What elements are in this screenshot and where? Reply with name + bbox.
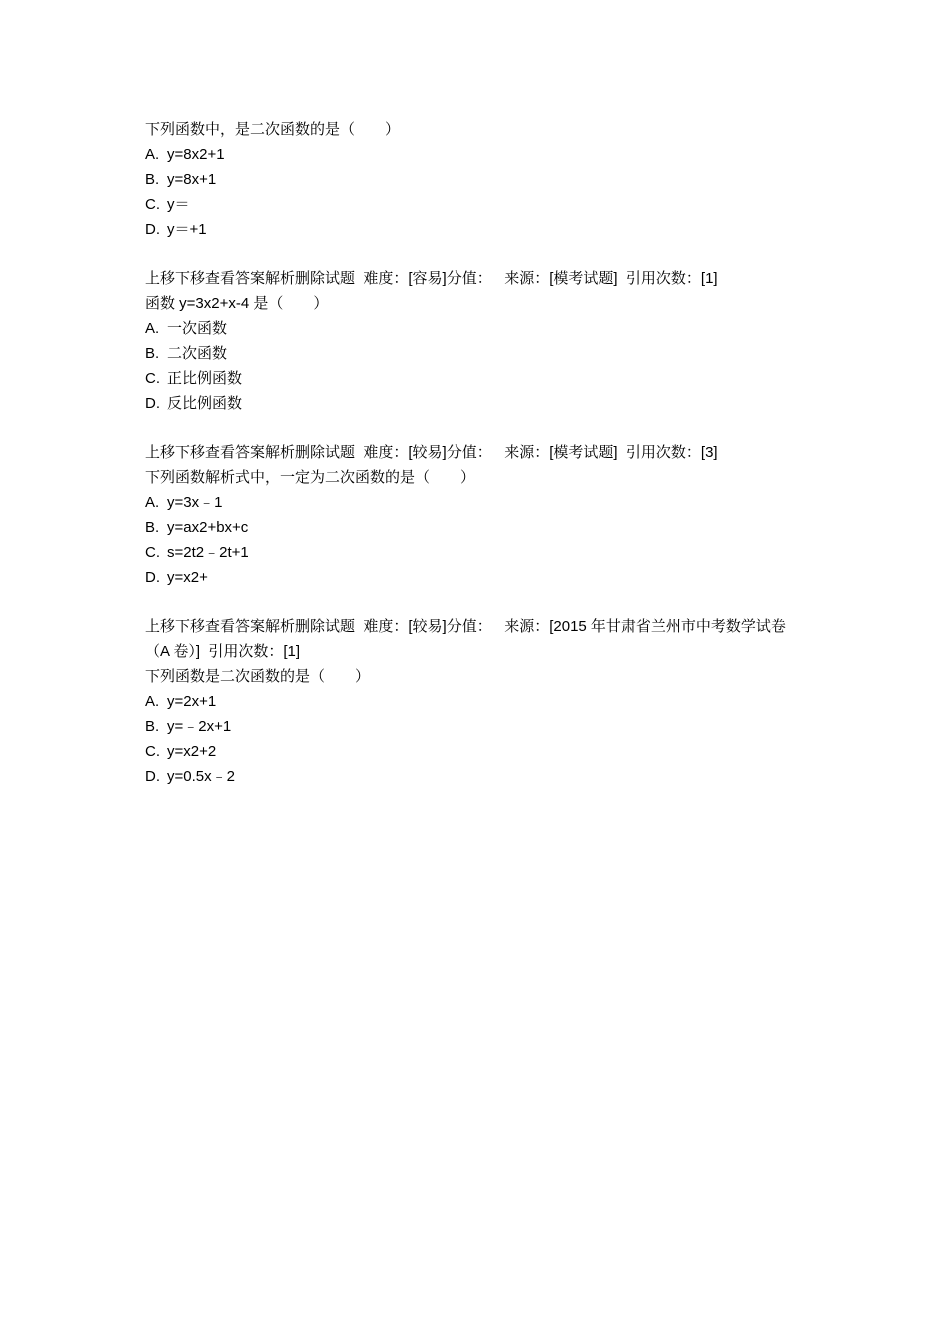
option-text: y=3x﹣1	[167, 494, 223, 511]
option-c	[145, 739, 810, 764]
option-a	[145, 490, 810, 515]
question-meta	[145, 614, 810, 664]
option-letter: D.	[145, 395, 160, 412]
option-letter: B.	[145, 519, 160, 536]
option-text: y=x2+	[167, 569, 208, 586]
option-letter: A.	[145, 320, 160, 337]
option-d	[145, 764, 810, 789]
option-text: y=ax2+bx+c	[167, 519, 249, 536]
option-text: y=8x+1	[167, 171, 217, 188]
option-letter: D.	[145, 569, 160, 586]
question-3	[145, 440, 810, 590]
citation-count: 引用次数：[1]	[625, 270, 718, 287]
option-b	[145, 515, 810, 540]
option-text: y＝+1	[167, 221, 207, 238]
option-text: y=﹣2x+1	[167, 718, 232, 735]
option-b	[145, 714, 810, 739]
option-letter: C.	[145, 544, 160, 561]
document-page	[145, 117, 810, 789]
question-meta	[145, 440, 810, 465]
option-text: y=x2+2	[167, 743, 217, 760]
option-b	[145, 167, 810, 192]
option-text: s=2t2﹣2t+1	[167, 544, 249, 561]
difficulty-label: 难度：[较易]分值：	[363, 444, 492, 461]
option-b	[145, 341, 810, 366]
difficulty-label: 难度：[容易]分值：	[363, 270, 492, 287]
option-letter: C.	[145, 743, 160, 760]
option-c	[145, 192, 810, 217]
question-actions[interactable]: 上移下移查看答案解析删除试题	[145, 444, 356, 461]
option-text: 反比例函数	[167, 395, 243, 412]
option-letter: D.	[145, 768, 160, 785]
option-text: y＝	[167, 196, 190, 213]
option-text: 二次函数	[167, 345, 228, 362]
difficulty-label: 难度：[较易]分值：	[363, 618, 492, 635]
source-label: 来源：[模考试题]	[504, 444, 618, 461]
option-c	[145, 540, 810, 565]
option-d	[145, 217, 810, 242]
source-label: 来源：[2015 年甘肃省兰州市中考数学试卷（A 卷）]	[145, 618, 786, 660]
option-letter: D.	[145, 221, 160, 238]
question-meta	[145, 266, 810, 291]
question-2	[145, 266, 810, 416]
question-stem: 函数 y=3x2+x-4 是（ ）	[145, 295, 329, 312]
citation-count: 引用次数：[3]	[625, 444, 718, 461]
option-letter: B.	[145, 718, 160, 735]
option-text: y=2x+1	[167, 693, 217, 710]
option-letter: B.	[145, 345, 160, 362]
option-c	[145, 366, 810, 391]
option-text: y=0.5x﹣2	[167, 768, 235, 785]
question-4	[145, 614, 810, 789]
option-text: 一次函数	[167, 320, 228, 337]
option-letter: A.	[145, 146, 160, 163]
option-text: y=8x2+1	[167, 146, 225, 163]
option-letter: C.	[145, 370, 160, 387]
option-letter: B.	[145, 171, 160, 188]
option-text: 正比例函数	[167, 370, 243, 387]
question-stem: 下列函数是二次函数的是（ ）	[145, 668, 371, 685]
question-actions[interactable]: 上移下移查看答案解析删除试题	[145, 618, 356, 635]
option-letter: C.	[145, 196, 160, 213]
option-a	[145, 142, 810, 167]
option-d	[145, 565, 810, 590]
option-a	[145, 316, 810, 341]
source-label: 来源：[模考试题]	[504, 270, 618, 287]
question-stem: 下列函数解析式中，一定为二次函数的是（ ）	[145, 469, 476, 486]
question-stem: 下列函数中，是二次函数的是（ ）	[145, 121, 401, 138]
option-d	[145, 391, 810, 416]
question-1	[145, 117, 810, 242]
question-actions[interactable]: 上移下移查看答案解析删除试题	[145, 270, 356, 287]
option-letter: A.	[145, 494, 160, 511]
citation-count: 引用次数：[1]	[208, 643, 301, 660]
option-letter: A.	[145, 693, 160, 710]
option-a	[145, 689, 810, 714]
